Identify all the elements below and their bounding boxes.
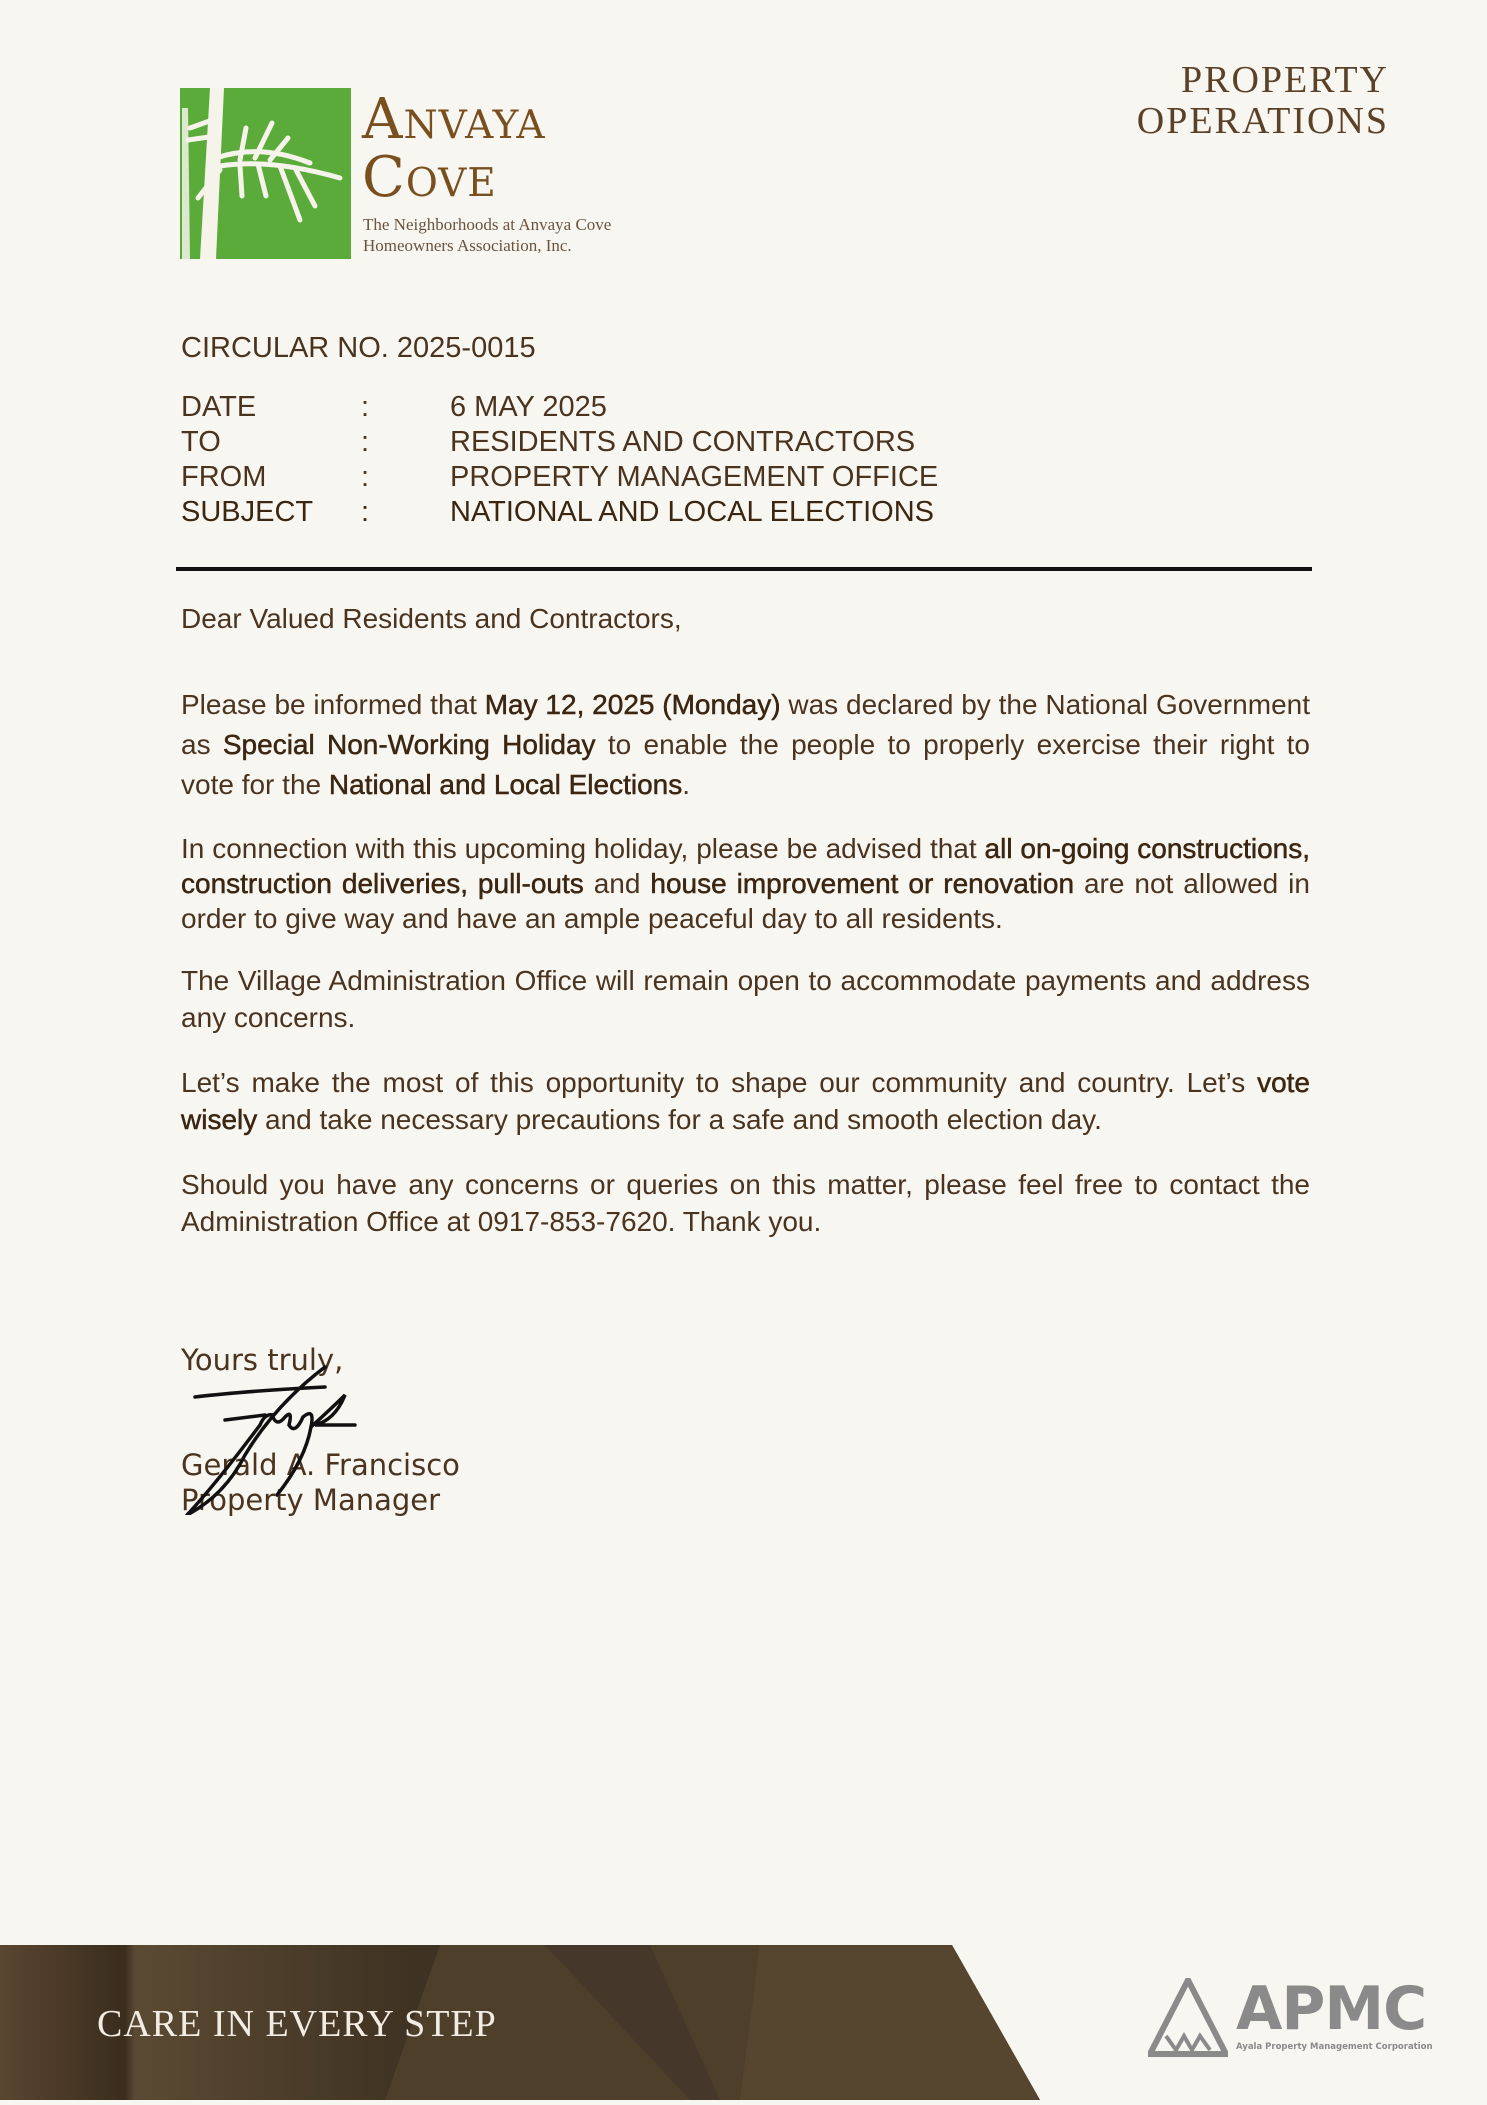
emphasis: house improvement or renovation: [650, 868, 1075, 899]
memo-label: DATE: [181, 391, 257, 423]
bamboo-icon: [180, 88, 351, 259]
logo-subtitle: [363, 214, 611, 256]
memo-row-subject: [181, 495, 938, 530]
paragraph-holiday: [181, 685, 1310, 805]
memo-row-from: [181, 460, 938, 495]
memo-value: 6 MAY 2025: [450, 391, 607, 423]
emphasis: all on-going constructions, construction deliveries, pull-outs: [181, 833, 1311, 899]
apmc-wordmark: APMC: [1236, 1974, 1427, 2044]
emphasis: vote wisely: [181, 1067, 1310, 1135]
divider: [176, 567, 1312, 571]
memo-colon: :: [361, 461, 370, 493]
memo-colon: :: [361, 426, 370, 458]
logo-title-line1: Anvaya: [362, 87, 546, 152]
text: In connection with this upcoming holiday, please be advised that: [181, 833, 985, 864]
signature-icon: [185, 1365, 375, 1520]
anvaya-cove-logo: [180, 88, 660, 263]
emphasis: Special Non-Working Holiday: [222, 729, 596, 760]
signatory-title: Property Manager: [181, 1483, 441, 1517]
signatory-name: Gerald A. Francisco: [181, 1448, 460, 1482]
memo-row-date: [181, 390, 938, 425]
apmc-logo: [1148, 1974, 1433, 2058]
paragraph-restrictions: [181, 831, 1310, 936]
memo-label: TO: [181, 426, 221, 458]
apmc-fullname: Ayala Property Management Corporation: [1236, 2042, 1433, 2052]
emphasis: May 12, 2025 (Monday): [484, 689, 781, 720]
paragraph-vote-wisely: [181, 1064, 1310, 1138]
text: was declared by the National Government as: [181, 689, 1311, 760]
emphasis: National and Local Elections: [328, 769, 683, 800]
circular-number: CIRCULAR NO. 2025-0015: [181, 332, 536, 364]
letter-body: [181, 600, 1310, 1268]
paragraph-office-open: The Village Administration Office will remain open to accommodate payments and address any concerns.: [181, 965, 1310, 1033]
tagline: CARE IN EVERY STEP: [97, 2003, 497, 2045]
text: are not allowed in order to give way and have an ample peaceful day to all residents.: [181, 868, 1310, 934]
logo-subtitle-line1: The Neighborhoods at Anvaya Cove: [363, 215, 612, 234]
department-line1: PROPERTY: [1181, 59, 1389, 101]
memo-colon: :: [361, 496, 370, 528]
memo-label: SUBJECT: [181, 496, 314, 528]
logo-title-line2: Cove: [362, 145, 497, 210]
logo-title: [362, 87, 546, 210]
salutation: Dear Valued Residents and Contractors,: [181, 603, 682, 634]
text: and take necessary precautions for a safe and smooth election day.: [257, 1104, 1102, 1135]
memo-row-to: [181, 425, 938, 460]
memo-value: NATIONAL AND LOCAL ELECTIONS: [450, 496, 934, 528]
text: to enable the people to properly exercise their right to vote for the: [181, 729, 1310, 800]
department-line2: OPERATIONS: [1136, 100, 1389, 142]
text: .: [682, 769, 690, 800]
memo-value: RESIDENTS AND CONTRACTORS: [450, 426, 916, 458]
text: Let’s make the most of this opportunity to shape our community and country. Let’s: [181, 1067, 1258, 1098]
logo-subtitle-line2: Homeowners Association, Inc.: [363, 236, 572, 255]
memo-header: [181, 390, 938, 530]
memo-value: PROPERTY MANAGEMENT OFFICE: [450, 461, 939, 493]
department-heading: [1137, 60, 1389, 142]
closing: Yours truly,: [181, 1343, 344, 1377]
text: Please be informed that: [181, 689, 485, 720]
memo-label: FROM: [181, 461, 267, 493]
paragraph-contact: Should you have any concerns or queries on this matter, please feel free to contact the Administration Office at 0917-853-7620. Thank you.: [181, 1169, 1310, 1237]
memo-colon: :: [361, 391, 370, 423]
text: and: [583, 868, 651, 899]
apmc-triangle-icon: [1148, 1978, 1228, 2058]
